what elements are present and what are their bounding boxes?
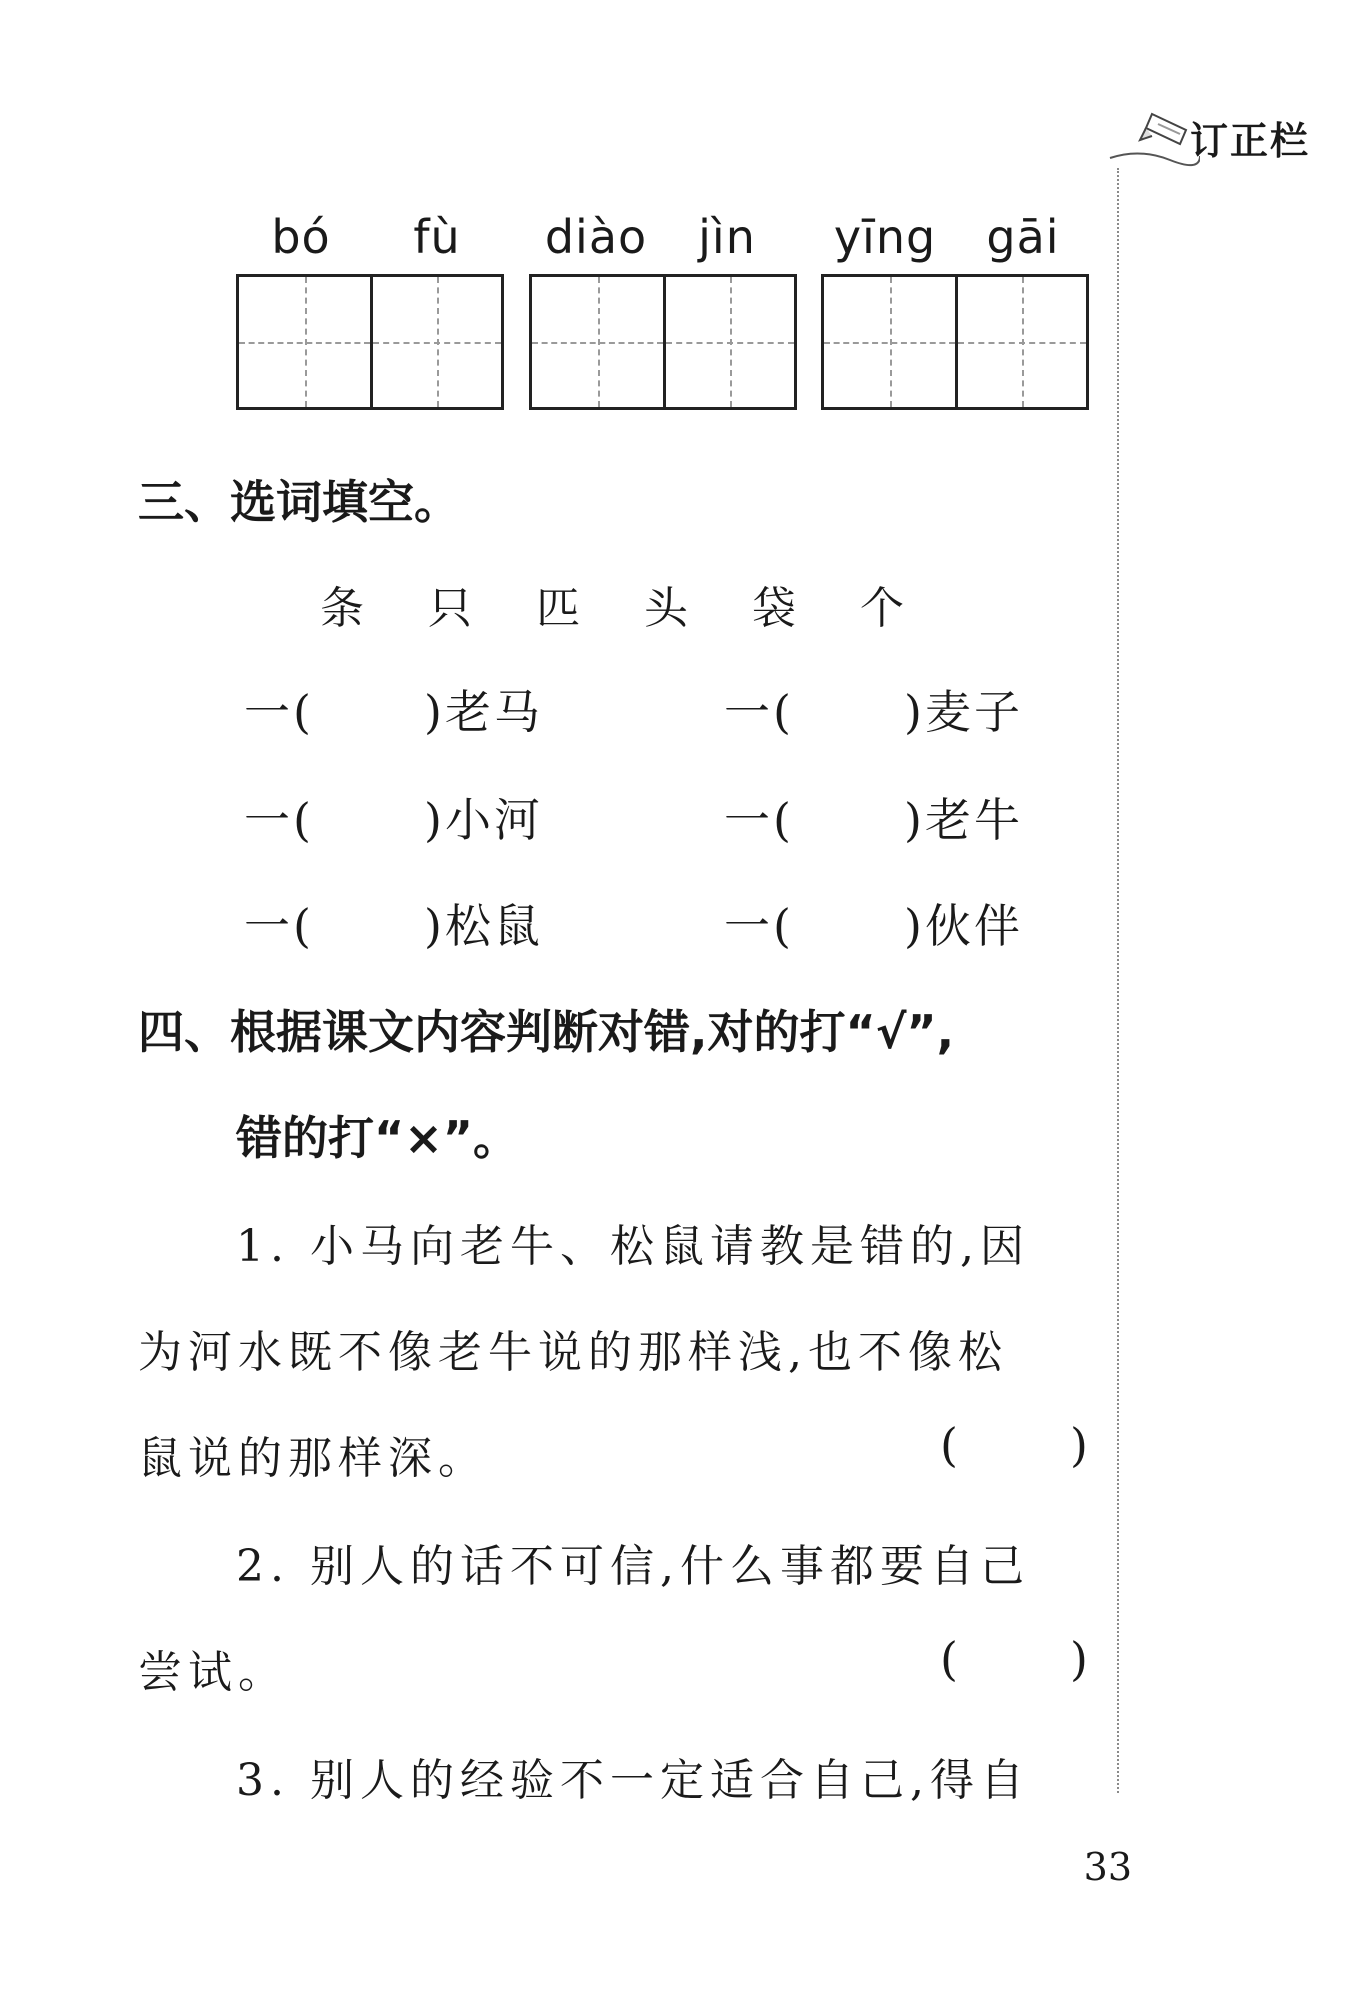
question-text: 为河水既不像老牛说的那样浅,也不像松 <box>138 1327 1008 1378</box>
question-text: 鼠说的那样深。 <box>138 1433 488 1484</box>
word-option: 个 <box>860 583 904 634</box>
word-option: 袋 <box>752 583 796 634</box>
answer-paren-open: ( <box>940 1418 958 1472</box>
fill-suffix: )老马 <box>424 685 543 739</box>
fill-suffix: )老牛 <box>904 793 1023 847</box>
writing-cell[interactable] <box>370 277 501 407</box>
pinyin-syllable: gāi <box>986 210 1060 264</box>
fill-suffix: )伙伴 <box>904 899 1023 953</box>
word-option: 头 <box>644 583 688 634</box>
pinyin-syllable: jìn <box>698 210 756 264</box>
fill-prefix: 一( <box>724 685 794 739</box>
answer-paren-close: ) <box>1070 1418 1088 1472</box>
writing-grid <box>821 274 1089 410</box>
pinyin-syllable: bó <box>271 210 331 264</box>
writing-cell[interactable] <box>824 277 955 407</box>
fill-prefix: 一( <box>724 899 794 953</box>
page-number: 33 <box>1083 1845 1132 1889</box>
writing-cell[interactable] <box>532 277 663 407</box>
writing-cell[interactable] <box>663 277 794 407</box>
answer-paren-close: ) <box>1070 1632 1088 1686</box>
correction-column-label: 订正栏 <box>1190 119 1311 163</box>
fill-suffix: )麦子 <box>904 685 1023 739</box>
word-options <box>320 572 968 636</box>
pencil-icon <box>1100 100 1200 170</box>
pinyin-syllable: diào <box>544 210 648 264</box>
writing-grid <box>236 274 504 410</box>
section-heading: 三、选词填空。 <box>138 475 460 529</box>
fill-prefix: 一( <box>244 685 314 739</box>
fill-prefix: 一( <box>244 899 314 953</box>
writing-cell[interactable] <box>955 277 1086 407</box>
pinyin-syllable: yīng <box>833 210 937 264</box>
fill-suffix: )松鼠 <box>424 899 543 953</box>
fill-prefix: 一( <box>244 793 314 847</box>
question-text: 2. 别人的话不可信,什么事都要自己 <box>236 1541 1030 1592</box>
answer-paren-open: ( <box>940 1632 958 1686</box>
pinyin-syllable: fù <box>413 210 461 264</box>
section-heading: 四、根据课文内容判断对错,对的打“√”, <box>138 1005 955 1059</box>
section-heading-continued: 错的打“×”。 <box>236 1111 520 1165</box>
question-text: 尝试。 <box>138 1647 288 1698</box>
writing-cell[interactable] <box>239 277 370 407</box>
correction-column-divider <box>1117 168 1119 1793</box>
question-text: 3. 别人的经验不一定适合自己,得自 <box>236 1755 1030 1806</box>
writing-grid <box>529 274 797 410</box>
fill-suffix: )小河 <box>424 793 543 847</box>
word-option: 匹 <box>536 583 580 634</box>
correction-column-header <box>1100 100 1340 170</box>
word-option: 条 <box>320 583 364 634</box>
word-option: 只 <box>428 583 472 634</box>
fill-prefix: 一( <box>724 793 794 847</box>
question-text: 1. 小马向老牛、松鼠请教是错的,因 <box>236 1221 1030 1272</box>
